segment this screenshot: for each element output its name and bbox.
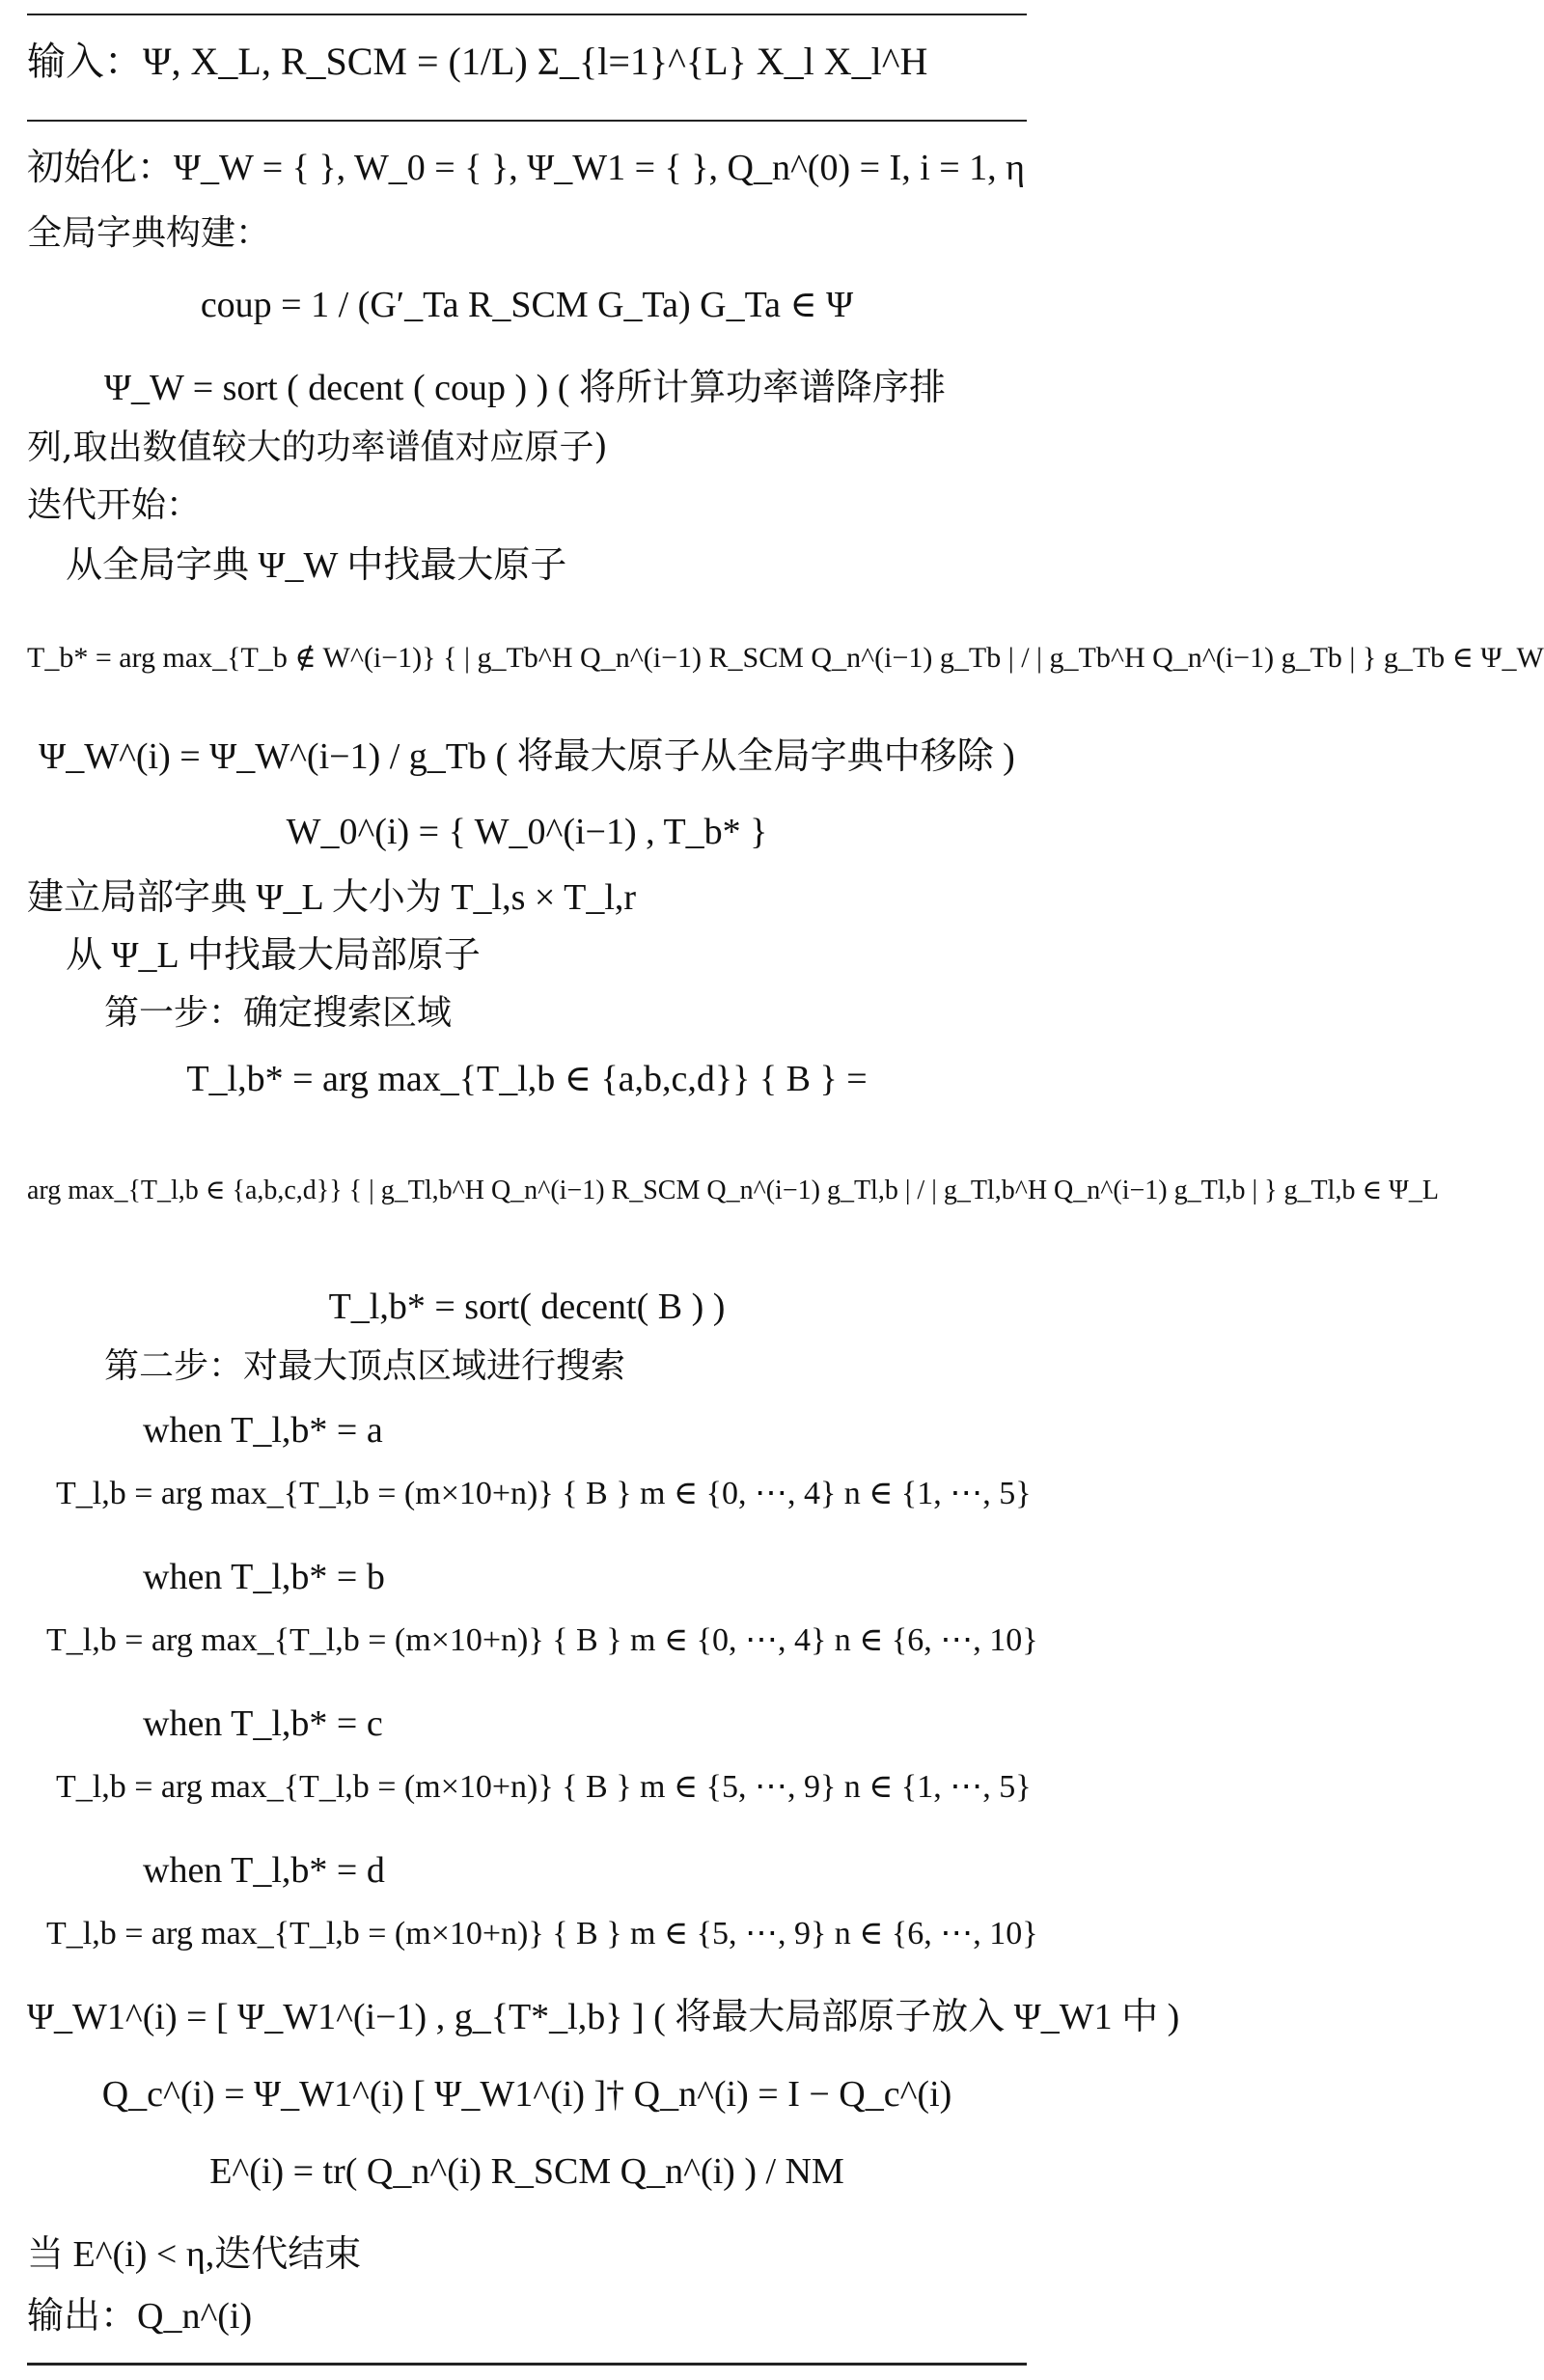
algorithm-line-when-d: when T_l,b* = d: [143, 1850, 385, 1891]
algorithm-line-sort-cont: 列,取出数值较大的功率谱值对应原子): [27, 428, 608, 467]
algorithm-line-q-update: Q_c^(i) = Ψ_W1^(i) [ Ψ_W1^(i) ]† Q_n^(i) = I − Q_c^(i): [101, 2074, 952, 2115]
algorithm-line-remove: Ψ_W^(i) = Ψ_W^(i−1) / g_Tb ( 将最大原子从全局字典中移除 ): [39, 736, 1015, 777]
algorithm-line-tlb-argmax: arg max_{T_l,b ∈ {a,b,c,d}} { | g_Tl,b^H Q_n^(i−1) R_SCM Q_n^(i−1) g_Tl,b | / | g_Tl,b^H Q_n^(i−1) g_Tl,b | } g_Tl,b ∈ Ψ_L: [27, 1176, 1439, 1205]
top-rule: [27, 14, 1027, 15]
header-rule: [27, 120, 1027, 122]
algorithm-line-w0: W_0^(i) = { W_0^(i−1) , T_b* }: [286, 812, 768, 852]
algorithm-line-when-a: when T_l,b* = a: [143, 1410, 383, 1451]
algorithm-input: 输入：Ψ, X_L, R_SCM = (1/L) Σ_{l=1}^{L} X_l X_l^H: [27, 40, 928, 83]
algorithm-line-case-b: T_l,b = arg max_{T_l,b = (m×10+n)} { B } m ∈ {0, ⋯, 4} n ∈ {6, ⋯, 10}: [46, 1622, 1038, 1658]
algorithm-line-stop: 当 E^(i) < η,迭代结束: [27, 2234, 362, 2275]
algorithm-line-when-b: when T_l,b* = b: [143, 1557, 385, 1597]
algorithm-line-case-d: T_l,b = arg max_{T_l,b = (m×10+n)} { B } m ∈ {5, ⋯, 9} n ∈ {6, ⋯, 10}: [46, 1916, 1038, 1951]
algorithm-line-global-dict: 全局字典构建：: [27, 213, 271, 253]
algorithm-line-iter-start: 迭代开始：: [27, 485, 202, 525]
algorithm-line-tb-argmax: T_b* = arg max_{T_b ∉ W^(i−1)} { | g_Tb^H Q_n^(i−1) R_SCM Q_n^(i−1) g_Tb | / | g_Tb^H Q_n^(i−1) g_Tb | } g_Tb ∈ Ψ_W: [27, 642, 1544, 674]
algorithm-line-coup: coup = 1 / (G′_Ta R_SCM G_Ta) G_Ta ∈ Ψ: [200, 285, 854, 325]
algorithm-line-when-c: when T_l,b* = c: [143, 1703, 383, 1744]
algorithm-line-local-dict: 建立局部字典 Ψ_L 大小为 T_l,s × T_l,r: [27, 877, 637, 918]
algorithm-line-tlb-sort: T_l,b* = sort( decent( B ) ): [328, 1287, 726, 1327]
algorithm-line-init: 初始化：Ψ_W = { }, W_0 = { }, Ψ_W1 = { }, Q_n^(0) = I, i = 1, η: [27, 148, 1026, 188]
algorithm-line-psi-w1: Ψ_W1^(i) = [ Ψ_W1^(i−1) , g_{T*_l,b} ] ( 将最大局部原子放入 Ψ_W1 中 ): [27, 1997, 1180, 2037]
algorithm-line-energy: E^(i) = tr( Q_n^(i) R_SCM Q_n^(i) ) / NM: [209, 2151, 844, 2192]
algorithm-box: [27, 0, 1544, 2380]
algorithm-line-find-local: 从 Ψ_L 中找最大局部原子: [66, 935, 481, 976]
algorithm-line-step1: 第一步：确定搜索区域: [104, 993, 453, 1033]
algorithm-line-step2: 第二步：对最大顶点区域进行搜索: [104, 1346, 626, 1386]
algorithm-line-case-c: T_l,b = arg max_{T_l,b = (m×10+n)} { B } m ∈ {5, ⋯, 9} n ∈ {1, ⋯, 5}: [56, 1769, 1032, 1805]
algorithm-line-find-max: 从全局字典 Ψ_W 中找最大原子: [66, 545, 567, 586]
algorithm-line-output: 输出：Q_n^(i): [27, 2296, 253, 2337]
algorithm-line-case-a: T_l,b = arg max_{T_l,b = (m×10+n)} { B } m ∈ {0, ⋯, 4} n ∈ {1, ⋯, 5}: [56, 1476, 1032, 1511]
bottom-rule: [27, 2363, 1027, 2366]
algorithm-line-sort: Ψ_W = sort ( decent ( coup ) ) ( 将所计算功率谱降序排: [104, 368, 946, 408]
algorithm-line-tlb-def: T_l,b* = arg max_{T_l,b ∈ {a,b,c,d}} { B } =: [186, 1059, 868, 1099]
